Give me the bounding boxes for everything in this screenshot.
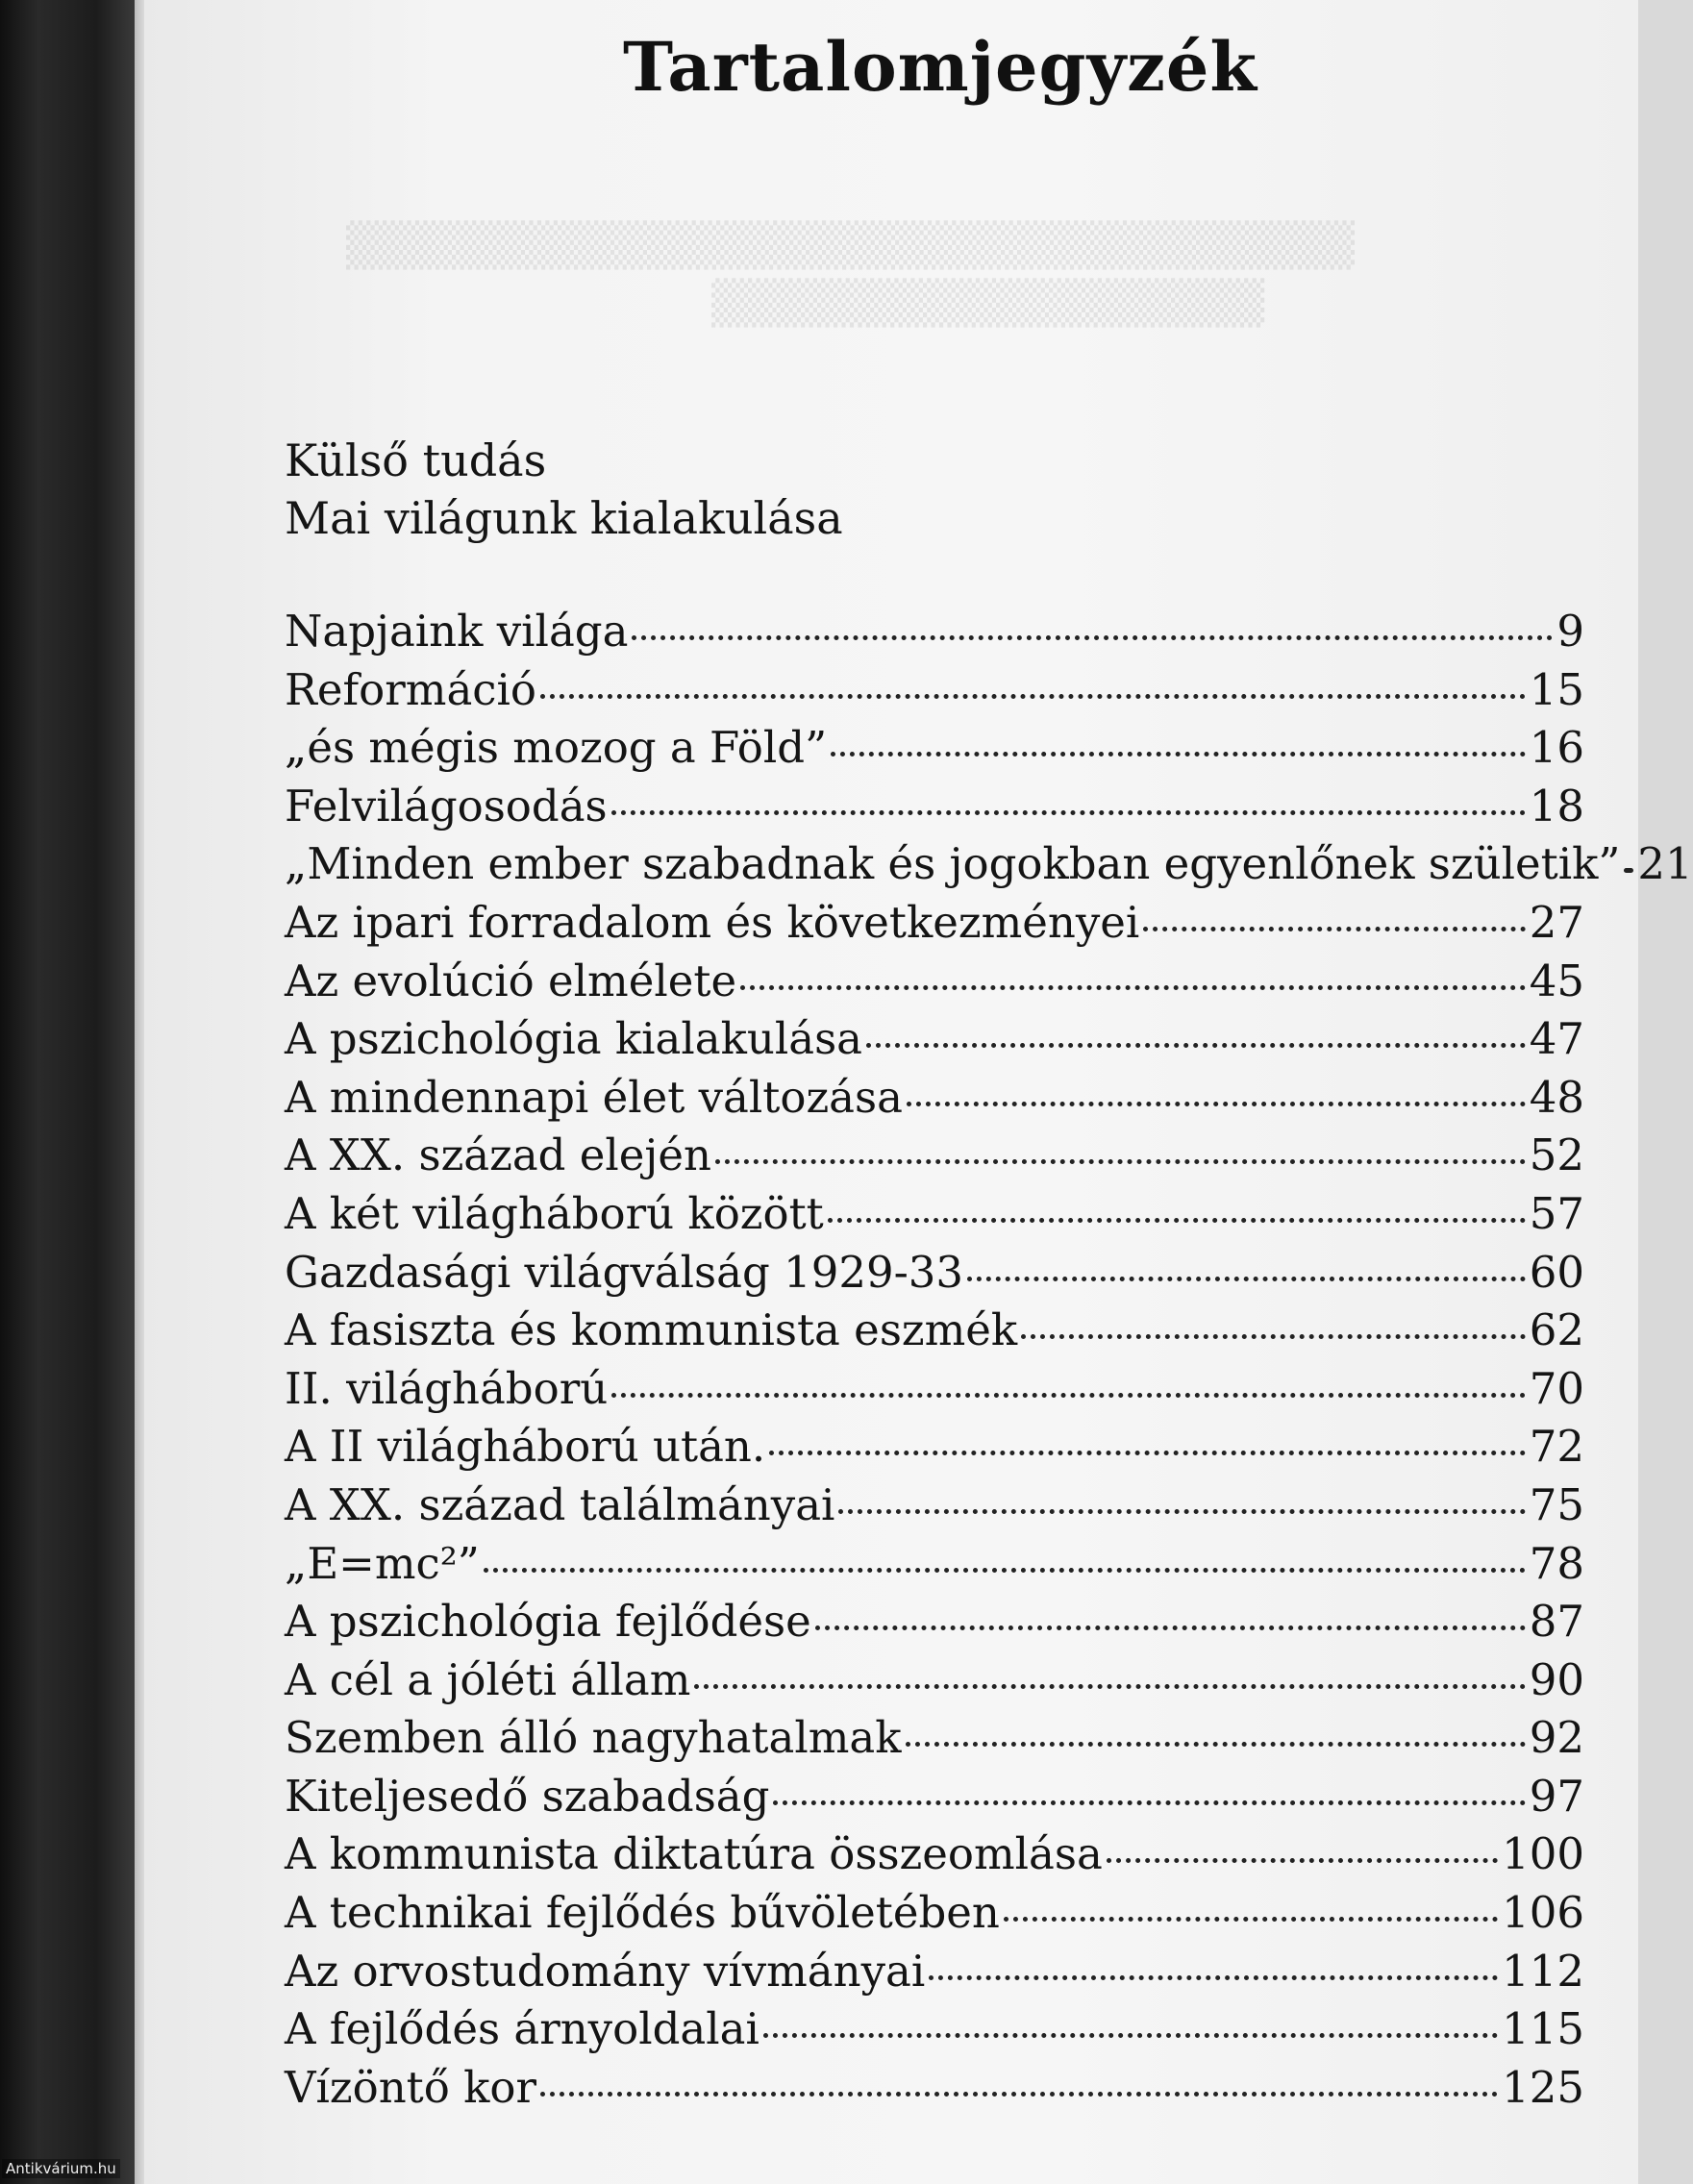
dot-leader <box>967 1277 1526 1281</box>
toc-entry <box>285 1596 1584 1654</box>
toc-entry-page-number: 78 <box>1529 1537 1584 1589</box>
toc-entry-title: Vízöntő kor <box>285 2061 537 2113</box>
dot-leader <box>611 810 1526 815</box>
dot-leader <box>769 1451 1526 1455</box>
toc-entry-page-number: 47 <box>1529 1013 1584 1065</box>
dot-leader <box>1107 1858 1498 1863</box>
toc-entry <box>285 1188 1584 1247</box>
toc-entry-title: A mindennapi élet változása <box>285 1071 903 1123</box>
toc-entry <box>285 1654 1584 1713</box>
toc-entry <box>285 838 1693 897</box>
toc-entry-title: „E=mc²” <box>285 1537 480 1589</box>
section-heading-1: Külső tudás <box>285 434 547 486</box>
toc-entry-title: A XX. század elején <box>285 1129 711 1181</box>
dot-leader <box>907 1102 1526 1106</box>
dot-leader <box>611 1393 1526 1398</box>
toc-entry <box>285 956 1584 1014</box>
toc-entry-title: A II világháború után. <box>285 1421 766 1473</box>
dot-leader <box>484 1568 1526 1573</box>
toc-entry-page-number: 57 <box>1529 1187 1584 1239</box>
toc-entry-page-number: 106 <box>1502 1887 1584 1939</box>
toc-entry-page-number: 70 <box>1529 1362 1584 1414</box>
toc-entry <box>285 781 1584 839</box>
dot-leader <box>740 985 1526 990</box>
toc-entry-title: Kiteljesedő szabadság <box>285 1770 770 1822</box>
toc-entry-title: Az ipari forradalom és következményei <box>285 896 1140 948</box>
toc-entry <box>285 897 1584 956</box>
toc-entry-page-number: 72 <box>1529 1421 1584 1473</box>
toc-entry-title: A kommunista diktatúra összeomlása <box>285 1828 1103 1880</box>
toc-entry <box>285 1828 1584 1887</box>
toc-entry-page-number: 125 <box>1502 2061 1584 2113</box>
toc-entry-title: A két világháború között <box>285 1187 824 1239</box>
toc-entry <box>285 1538 1584 1597</box>
toc-entry-page-number: 48 <box>1529 1071 1584 1123</box>
dot-leader <box>1143 927 1525 931</box>
book-spine <box>0 0 142 2184</box>
dot-leader <box>694 1684 1525 1689</box>
toc-entry <box>285 722 1584 781</box>
toc-entry-page-number: 60 <box>1529 1246 1584 1298</box>
toc-entry-page-number: 9 <box>1556 606 1584 657</box>
toc-entry-title: Gazdasági világválság 1929-33 <box>285 1246 964 1298</box>
toc-entry-page-number: 15 <box>1529 663 1584 715</box>
toc-entry-page-number: 100 <box>1502 1828 1584 1880</box>
dot-leader <box>838 1509 1525 1514</box>
dot-leader <box>1021 1334 1526 1339</box>
dot-leader <box>763 2033 1498 2038</box>
toc-entry-page-number: 112 <box>1502 1945 1584 1997</box>
toc-entry <box>285 1013 1584 1072</box>
toc-entry-title: Napjaink világa <box>285 606 629 657</box>
show-through-text: ▒▒▒▒▒▒▒▒▒▒▒▒▒▒▒▒▒▒▒▒▒▒▒▒▒▒▒▒▒▒▒ <box>346 221 1355 270</box>
toc-entry-title: Az orvostudomány vívmányai <box>285 1945 926 1997</box>
table-of-contents <box>285 606 1693 2120</box>
toc-entry-page-number: 97 <box>1529 1770 1584 1822</box>
dot-leader <box>1004 1917 1498 1922</box>
toc-entry <box>285 1129 1584 1188</box>
toc-entry-page-number: 90 <box>1529 1653 1584 1705</box>
toc-entry-page-number: 92 <box>1529 1712 1584 1764</box>
dot-leader <box>906 1742 1526 1747</box>
toc-entry-title: A cél a jóléti állam <box>285 1653 691 1705</box>
toc-entry <box>285 1946 1584 2004</box>
toc-entry-title: A pszichológia kialakulása <box>285 1013 862 1065</box>
toc-entry <box>285 1363 1584 1422</box>
section-heading-2: Mai világunk kialakulása <box>285 492 843 544</box>
toc-entry-title: II. világháború <box>285 1362 609 1414</box>
page-title: Tartalomjegyzék <box>623 27 1257 107</box>
toc-entry-page-number: 21 <box>1637 838 1693 890</box>
toc-entry-page-number: 45 <box>1529 955 1584 1006</box>
toc-entry-page-number: 115 <box>1502 2003 1584 2055</box>
toc-entry-title: „és mégis mozog a Föld” <box>285 722 828 774</box>
toc-entry-title: „Minden ember szabadnak és jogokban egyenlőnek születik” <box>285 838 1621 890</box>
toc-entry <box>285 1479 1584 1538</box>
show-through-text: ▒▒▒▒▒▒▒▒▒▒▒▒▒▒▒▒▒ <box>711 279 1265 328</box>
dot-leader <box>866 1043 1526 1048</box>
toc-entry-page-number: 18 <box>1529 780 1584 831</box>
watermark: Antikvárium.hu <box>2 2159 120 2178</box>
toc-entry <box>285 606 1584 664</box>
toc-entry-title: A fasiszta és kommunista eszmék <box>285 1304 1018 1356</box>
dot-leader <box>632 635 1553 640</box>
dot-leader <box>540 694 1526 699</box>
toc-entry <box>285 1304 1584 1363</box>
toc-entry-title: Felvilágosodás <box>285 780 608 831</box>
toc-entry-page-number: 16 <box>1529 722 1584 774</box>
toc-entry-title: A technikai fejlődés bűvöletében <box>285 1887 1000 1939</box>
dot-leader <box>773 1800 1525 1805</box>
toc-entry <box>285 1771 1584 1829</box>
toc-entry-title: A XX. század találmányai <box>285 1478 835 1530</box>
toc-entry <box>285 2003 1584 2062</box>
toc-entry-title: A pszichológia fejlődése <box>285 1596 811 1648</box>
dot-leader <box>831 752 1526 757</box>
dot-leader <box>929 1975 1498 1980</box>
toc-entry-title: A fejlődés árnyoldalai <box>285 2003 759 2055</box>
toc-entry-page-number: 52 <box>1529 1129 1584 1181</box>
toc-entry <box>285 664 1584 723</box>
toc-entry <box>285 1247 1584 1305</box>
dot-leader <box>815 1626 1526 1630</box>
toc-entry-page-number: 87 <box>1529 1596 1584 1648</box>
toc-entry-page-number: 62 <box>1529 1304 1584 1356</box>
toc-entry-title: Reformáció <box>285 663 536 715</box>
dot-leader <box>540 2092 1498 2097</box>
toc-entry <box>285 2062 1584 2121</box>
toc-entry <box>285 1887 1584 1946</box>
toc-entry-page-number: 75 <box>1529 1478 1584 1530</box>
toc-entry-page-number: 27 <box>1529 896 1584 948</box>
toc-entry-title: Az evolúció elmélete <box>285 955 737 1006</box>
toc-entry-title: Szemben álló nagyhatalmak <box>285 1712 902 1764</box>
dot-leader <box>715 1159 1526 1164</box>
dot-leader <box>1624 868 1633 873</box>
toc-entry <box>285 1712 1584 1771</box>
dot-leader <box>828 1218 1526 1223</box>
toc-entry <box>285 1421 1584 1479</box>
toc-entry <box>285 1072 1584 1130</box>
